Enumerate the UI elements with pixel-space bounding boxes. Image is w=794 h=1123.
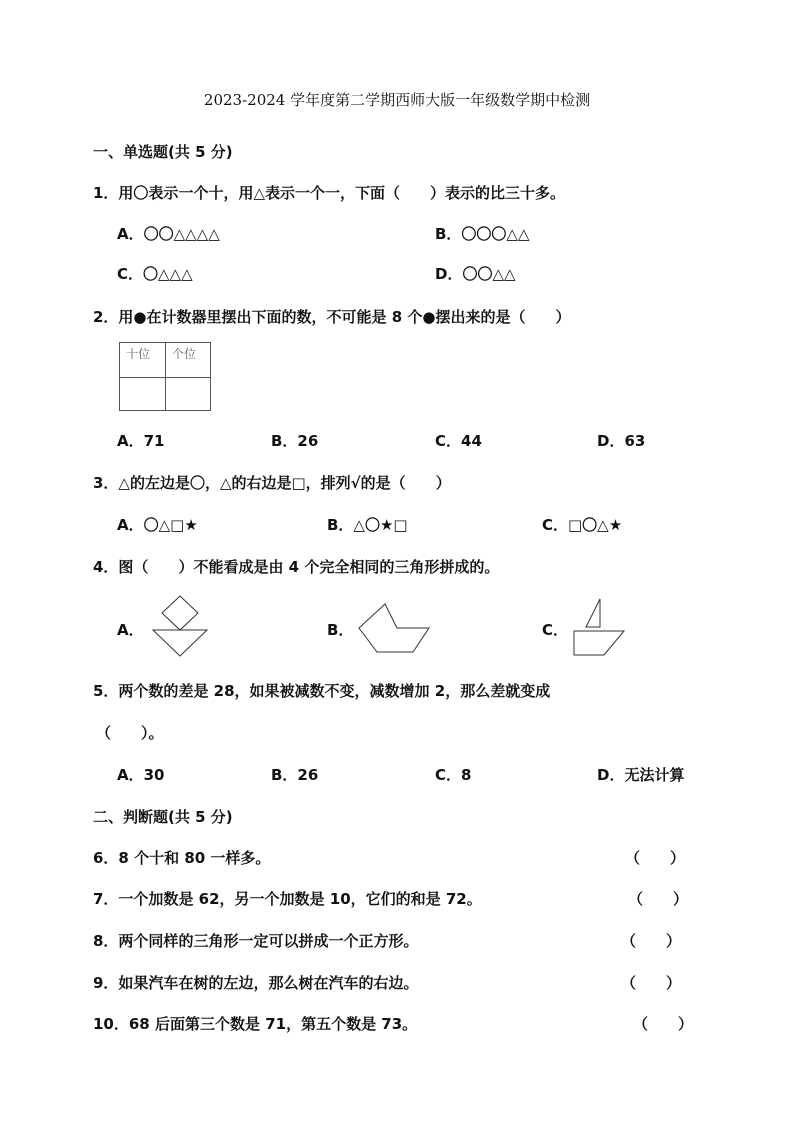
section-heading-single-choice: 一、单选题(共 5 分)	[93, 143, 233, 161]
answer-blank: （ ）	[625, 849, 686, 867]
place-value-table	[119, 342, 211, 411]
q1-option-b: B．〇〇〇△△	[435, 225, 530, 243]
q4-option-c: C．	[542, 621, 569, 639]
q3-option-a: A．〇△□★	[117, 516, 198, 534]
judge-question: 10．68 后面第三个数是 71，第五个数是 73。	[93, 1015, 418, 1033]
answer-blank: （ ）	[628, 890, 689, 908]
section-heading-true-false: 二、判断题(共 5 分)	[93, 808, 233, 826]
table-divider	[120, 377, 210, 378]
judge-question: 8．两个同样的三角形一定可以拼成一个正方形。	[93, 932, 419, 950]
judge-question: 9．如果汽车在树的左边，那么树在汽车的右边。	[93, 974, 419, 992]
q2-option-d: D．63	[597, 432, 646, 450]
q5-option-a: A．30	[117, 766, 165, 784]
answer-blank: （ ）	[633, 1015, 694, 1033]
q1-option-a: A．〇〇△△△△	[117, 225, 220, 243]
question-1: 1．用〇表示一个十，用△表示一个一，下面（ ）表示的比三十多。	[93, 184, 565, 202]
question-2: 2．用●在计数器里摆出下面的数，不可能是 8 个●摆出来的是（ ）	[93, 308, 571, 326]
q5-option-d: D．无法计算	[597, 766, 685, 784]
q5-option-c: C．8	[435, 766, 472, 784]
q4-option-b: B．	[327, 621, 354, 639]
q1-option-d: D．〇〇△△	[435, 265, 516, 283]
q1-option-c: C．〇△△△	[117, 265, 193, 283]
figure-c-flag-on-trapezoid	[572, 597, 628, 659]
q2-option-a: A．71	[117, 432, 165, 450]
judge-question: 7．一个加数是 62，另一个加数是 10，它们的和是 72。	[93, 890, 482, 908]
q5-option-b: B．26	[271, 766, 319, 784]
answer-blank: （ ）	[621, 974, 682, 992]
page-title: 2023-2024 学年度第二学期西师大版一年级数学期中检测	[203, 91, 591, 109]
q4-option-a: A．	[117, 621, 144, 639]
answer-blank: （ ）	[621, 932, 682, 950]
question-3: 3．△的左边是〇，△的右边是□，排列√的是（ ）	[93, 474, 451, 492]
figure-b-boat-shape	[357, 602, 433, 654]
figure-a-diamond-on-triangles	[150, 594, 210, 660]
q2-option-b: B．26	[271, 432, 319, 450]
judge-question: 6．8 个十和 80 一样多。	[93, 849, 271, 867]
question-5-blank: （ ）。	[96, 724, 164, 742]
table-header-ones: 个位	[172, 347, 197, 361]
q3-option-b: B．△〇★□	[327, 516, 408, 534]
q3-option-c: C．□〇△★	[542, 516, 623, 534]
table-header-tens: 十位	[126, 347, 151, 361]
q2-option-c: C．44	[435, 432, 482, 450]
question-4: 4．图（ ）不能看成是由 4 个完全相同的三角形拼成的。	[93, 558, 500, 576]
question-5: 5．两个数的差是 28，如果被减数不变，减数增加 2，那么差就变成	[93, 682, 551, 700]
